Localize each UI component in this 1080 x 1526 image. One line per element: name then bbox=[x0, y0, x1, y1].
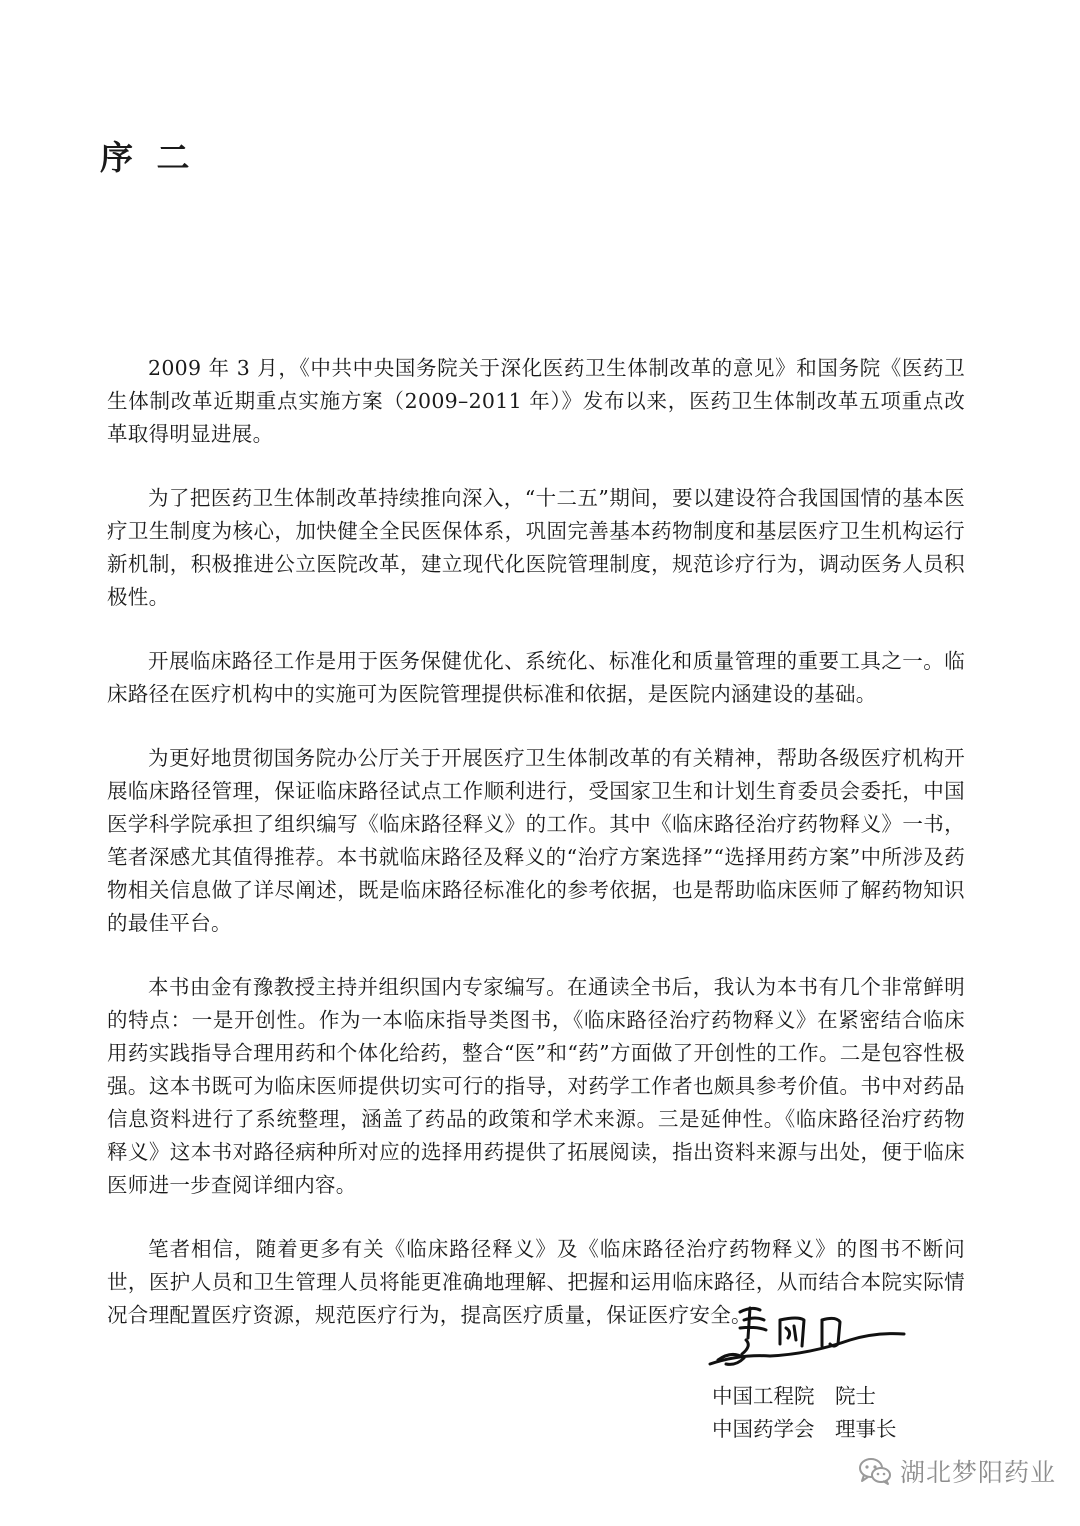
signature bbox=[700, 1298, 910, 1378]
paragraph: 开展临床路径工作是用于医务保健优化、系统化、标准化和质量管理的重要工具之一。临床路径在医疗机构中的实施可为医院管理提供标准和依据，是医院内涵建设的基础。 bbox=[107, 649, 965, 706]
paragraph: 为更好地贯彻国务院办公厅关于开展医疗卫生体制改革的有关精神，帮助各级医疗机构开展临床路径管理，保证临床路径试点工作顺利进行，受国家卫生和计划生育委员会委托，中国医学科学院承担了组织编写《临床路径释义》的工作。其中《临床路径治疗药物释义》一书，笔者深感尤其值得推荐。本书就临床路径及释义的“治疗方案选择”“选择用药方案”中所涉及药物相关信息做了详尽阐述，既是临床路径标准化的参考依据，也是帮助临床医师了解药物知识的最佳平台。 bbox=[107, 746, 965, 935]
affiliation-line: 中国药学会 理事长 bbox=[712, 1417, 897, 1441]
wechat-icon bbox=[858, 1456, 892, 1486]
watermark bbox=[858, 1453, 1056, 1489]
paragraph: 2009 年 3 月，《中共中央国务院关于深化医药卫生体制改革的意见》和国务院《医药卫生体制改革近期重点实施方案（2009–2011 年）》发布以来，医药卫生体制改革五项重点改革取得明显进展。 bbox=[107, 356, 965, 446]
paragraph: 为了把医药卫生体制改革持续推向深入，“十二五”期间，要以建设符合我国国情的基本医疗卫生制度为核心，加快健全全民医保体系，巩固完善基本药物制度和基层医疗卫生机构运行新机制，积极推进公立医院改革，建立现代化医院管理制度，规范诊疗行为，调动医务人员积极性。 bbox=[107, 486, 965, 609]
page-title: 序 二 bbox=[100, 138, 196, 177]
affiliation-line: 中国工程院 院士 bbox=[712, 1384, 876, 1408]
paragraph: 笔者相信，随着更多有关《临床路径释义》及《临床路径治疗药物释义》的图书不断问世，医护人员和卫生管理人员将能更准确地理解、把握和运用临床路径，从而结合本院实际情况合理配置医疗资源，规范医疗行为，提高医疗质量，保证医疗安全。 bbox=[107, 1237, 965, 1327]
body-text bbox=[107, 352, 965, 1363]
paragraph: 本书由金有豫教授主持并组织国内专家编写。在通读全书后，我认为本书有几个非常鲜明的特点：一是开创性。作为一本临床指导类图书，《临床路径治疗药物释义》在紧密结合临床用药实践指导合理用药和个体化给药，整合“医”和“药”方面做了开创性的工作。二是包容性极强。这本书既可为临床医师提供切实可行的指导，对药学工作者也颇具参考价值。书中对药品信息资料进行了系统整理，涵盖了药品的政策和学术来源。三是延伸性。《临床路径治疗药物释义》这本书对路径病种所对应的选择用药提供了拓展阅读，指出资料来源与出处，便于临床医师进一步查阅详细内容。 bbox=[107, 975, 965, 1197]
affiliations bbox=[712, 1380, 897, 1446]
watermark-text: 湖北梦阳药业 bbox=[900, 1458, 1057, 1487]
